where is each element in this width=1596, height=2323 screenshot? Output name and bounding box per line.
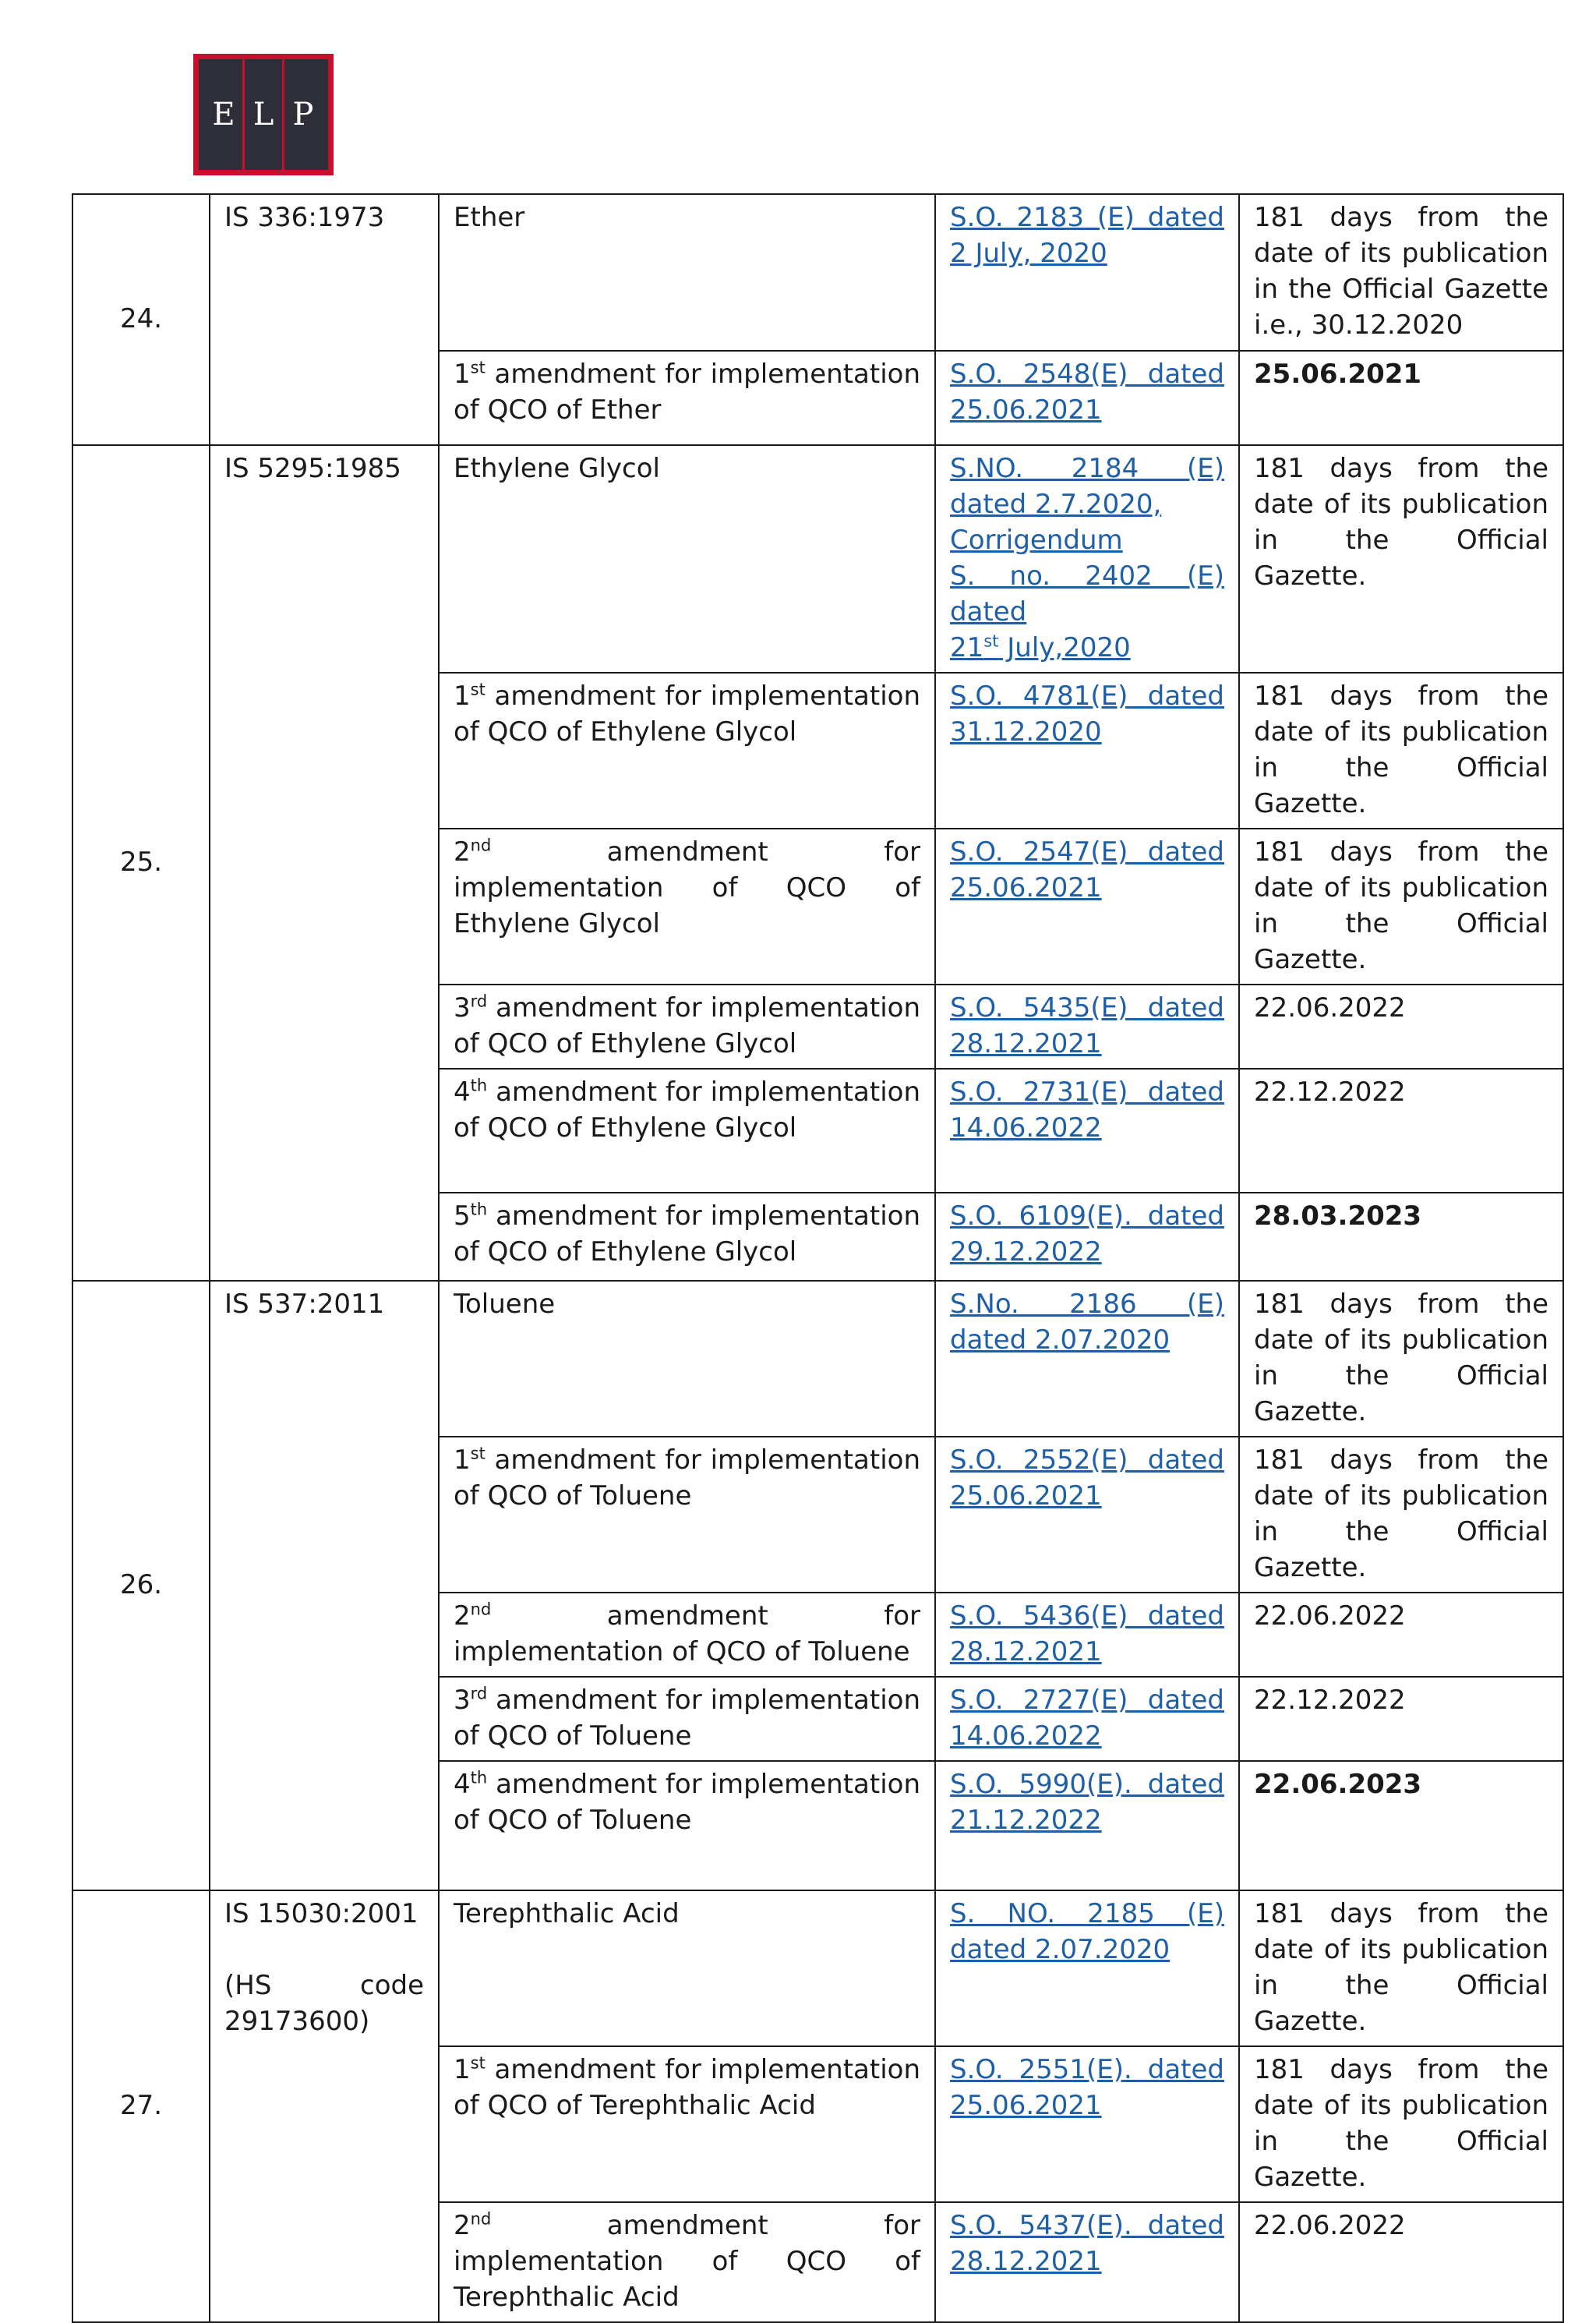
notification-link[interactable]: S.O. 5436(E) dated 28.12.2021 — [950, 1600, 1224, 1667]
amendment-cell: 3rd amendment for implementation of QCO of Ethylene Glycol — [439, 985, 935, 1069]
amendment-cell: 4th amendment for implementation of QCO of Ethylene Glycol — [439, 1069, 935, 1193]
notification-link[interactable]: S.O. 2552(E) dated 25.06.2021 — [950, 1444, 1224, 1512]
serial-number: 26. — [72, 1281, 210, 1890]
date-cell: 181 days from the date of its publication in the Official Gazette. — [1239, 1890, 1563, 2046]
notification-cell — [935, 1593, 1239, 1677]
notification-cell — [935, 829, 1239, 985]
serial-number: 27. — [72, 1890, 210, 2322]
notification-link[interactable]: S.O. 4781(E) dated 31.12.2020 — [950, 681, 1224, 748]
amendment-cell: 1st amendment for implementation of QCO of Toluene — [439, 1437, 935, 1593]
corrigendum-link[interactable]: Corrigendum — [950, 525, 1123, 556]
table-row — [72, 445, 1563, 673]
hs-code: (HS code 29173600) — [224, 1970, 424, 2037]
date-cell: 22.12.2022 — [1239, 1677, 1563, 1761]
amendment-cell: 1st amendment for implementation of QCO of Ethylene Glycol — [439, 673, 935, 829]
amendment-cell: 2nd amendment for implementation of QCO of Terephthalic Acid — [439, 2202, 935, 2322]
date-cell: 181 days from the date of its publication in the Official Gazette. — [1239, 1281, 1563, 1437]
notification-cell — [935, 1069, 1239, 1193]
amendment-cell: 4th amendment for implementation of QCO of Toluene — [439, 1761, 935, 1890]
date-cell: 22.06.2023 — [1239, 1761, 1563, 1890]
notification-cell — [935, 1677, 1239, 1761]
notification-link[interactable]: S.No. 2186 (E) dated 2.07.2020 — [950, 1289, 1224, 1356]
notification-link[interactable]: S.O. 2183 (E) dated 2 July, 2020 — [950, 202, 1224, 269]
notification-link[interactable]: S. NO. 2185 (E) dated 2.07.2020 — [950, 1898, 1224, 1965]
date-cell: 25.06.2021 — [1239, 351, 1563, 445]
amendment-cell: 2nd amendment for implementation of QCO of Ethylene Glycol — [439, 829, 935, 985]
amendment-cell: 3rd amendment for implementation of QCO of Toluene — [439, 1677, 935, 1761]
notification-cell — [935, 445, 1239, 673]
serial-number: 25. — [72, 445, 210, 1281]
notification-link[interactable]: S.O. 2547(E) dated 25.06.2021 — [950, 836, 1224, 903]
date-cell: 181 days from the date of its publication in the Official Gazette. — [1239, 2046, 1563, 2202]
notification-cell — [935, 985, 1239, 1069]
amendment-cell: 1st amendment for implementation of QCO of Terephthalic Acid — [439, 2046, 935, 2202]
notification-link[interactable]: S.O. 2548(E) dated 25.06.2021 — [950, 359, 1224, 426]
logo-letter: L — [252, 97, 274, 133]
notification-link[interactable]: S.O. 5990(E). dated 21.12.2022 — [950, 1769, 1224, 1836]
corrigendum-notification-link[interactable]: S. no. 2402 (E) dated 21st July,2020 — [950, 560, 1224, 663]
standard-code: IS 15030:2001 — [224, 1898, 418, 1929]
notification-cell — [935, 1890, 1239, 2046]
qco-table — [72, 193, 1564, 2323]
notification-cell — [935, 673, 1239, 829]
product-cell: Ether — [439, 194, 935, 351]
notification-link[interactable]: S.O. 6109(E). dated 29.12.2022 — [950, 1200, 1224, 1268]
date-cell: 181 days from the date of its publication in the Official Gazette. — [1239, 673, 1563, 829]
date-cell: 28.03.2023 — [1239, 1193, 1563, 1281]
logo-letter: E — [212, 97, 235, 133]
serial-number: 24. — [72, 194, 210, 445]
notification-link[interactable]: S.O. 2731(E) dated 14.06.2022 — [950, 1077, 1224, 1144]
date-cell: 22.06.2022 — [1239, 2202, 1563, 2322]
date-cell: 181 days from the date of its publication in the Official Gazette. — [1239, 445, 1563, 673]
product-cell: Terephthalic Acid — [439, 1890, 935, 2046]
table-row — [72, 1281, 1563, 1437]
elp-logo — [193, 54, 334, 175]
product-cell: Toluene — [439, 1281, 935, 1437]
amendment-cell: 2nd amendment for implementation of QCO of Toluene — [439, 1593, 935, 1677]
table-row — [72, 1890, 1563, 2046]
date-cell: 22.06.2022 — [1239, 1593, 1563, 1677]
notification-link[interactable]: S.O. 5435(E) dated 28.12.2021 — [950, 992, 1224, 1059]
notification-cell — [935, 194, 1239, 351]
logo-letter: P — [292, 97, 314, 133]
notification-cell — [935, 1437, 1239, 1593]
notification-cell — [935, 351, 1239, 445]
date-cell: 181 days from the date of its publication in the Official Gazette i.e., 30.12.2020 — [1239, 194, 1563, 351]
date-cell: 22.06.2022 — [1239, 985, 1563, 1069]
date-cell: 181 days from the date of its publication in the Official Gazette. — [1239, 829, 1563, 985]
date-cell: 181 days from the date of its publication in the Official Gazette. — [1239, 1437, 1563, 1593]
standard-cell: IS 5295:1985 — [210, 445, 439, 1281]
standard-cell: IS 537:2011 — [210, 1281, 439, 1890]
table-row — [72, 194, 1563, 351]
product-cell: Ethylene Glycol — [439, 445, 935, 673]
notification-cell — [935, 1193, 1239, 1281]
notification-link[interactable]: S.NO. 2184 (E) dated 2.7.2020, — [950, 453, 1224, 520]
standard-cell — [210, 1890, 439, 2322]
date-cell: 22.12.2022 — [1239, 1069, 1563, 1193]
notification-cell — [935, 1761, 1239, 1890]
notification-link[interactable]: S.O. 5437(E). dated 28.12.2021 — [950, 2210, 1224, 2277]
notification-cell — [935, 1281, 1239, 1437]
standard-cell: IS 336:1973 — [210, 194, 439, 445]
notification-link[interactable]: S.O. 2727(E) dated 14.06.2022 — [950, 1685, 1224, 1752]
amendment-cell: 1st amendment for implementation of QCO of Ether — [439, 351, 935, 445]
amendment-cell: 5th amendment for implementation of QCO of Ethylene Glycol — [439, 1193, 935, 1281]
notification-cell — [935, 2046, 1239, 2202]
notification-cell — [935, 2202, 1239, 2322]
notification-link[interactable]: S.O. 2551(E). dated 25.06.2021 — [950, 2054, 1224, 2121]
